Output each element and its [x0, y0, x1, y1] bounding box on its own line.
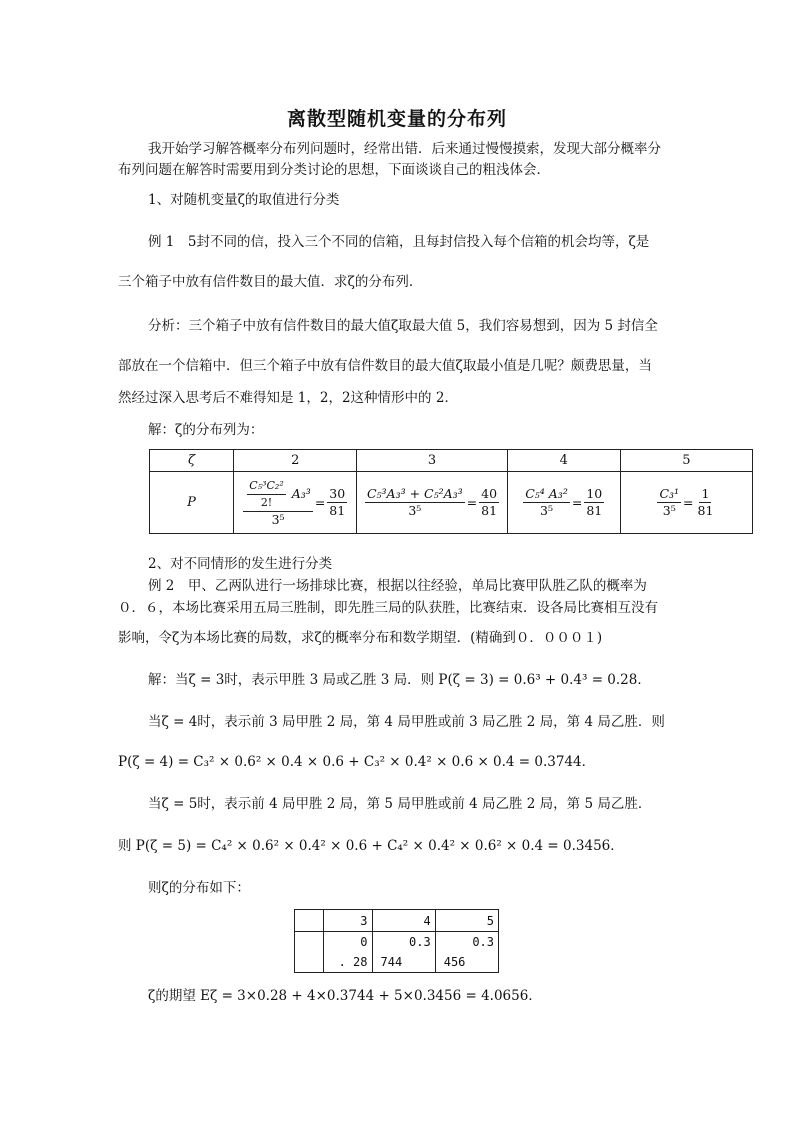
t2-r2-c1: 0	[360, 935, 368, 949]
c4-num: C₅⁴ A₃²	[525, 486, 568, 501]
example-1-line-2: 三个箱子中放有信件数目的最大值．求ζ的分布列．	[118, 274, 423, 290]
table1-header-5: 5	[620, 450, 752, 472]
table1-header-3: 3	[357, 450, 507, 472]
analysis-line-2: 部放在一个信箱中．但三个箱子中放有信件数目的最大值ζ取最小值是几呢？颇费思量，当	[118, 358, 652, 374]
expectation-line: ζ的期望 Eζ = 3×0.28 + 4×0.3744 + 5×0.3456 = 4.0656．	[148, 988, 542, 1004]
t2-r3-c1: . 28	[338, 955, 368, 969]
solution-2-line-6: 则ζ的分布如下：	[148, 880, 250, 896]
c2-den: 3⁵	[271, 511, 285, 527]
solution-2-line-4: 当ζ = 5时，表示前 4 局甲胜 2 局，第 5 局甲胜或前 4 局乙胜 2 局，第 5 局乙胜．	[148, 796, 652, 812]
table1-cell-4: $\frac{\text{C₅⁴ A₃²}}{\text{3⁵}}$ = $\frac{10}{81}$	[507, 472, 620, 534]
t2-r2-c2: 0.3	[409, 935, 431, 949]
table1-header-zeta: ζ	[150, 450, 234, 472]
solution-2-line-2: 当ζ = 4时，表示前 3 局甲胜 2 局，第 4 局甲胜或前 3 局乙胜 2 局，第 4 局乙胜．则	[148, 714, 665, 730]
c2-result-num: 30	[329, 486, 346, 501]
solution-2-line-1: 解：当ζ = 3时，表示甲胜 3 局或乙胜 3 局．则 P(ζ = 3) = 0.6³ + 0.4³ = 0.28．	[148, 672, 651, 688]
t2-r1-c2: 4	[372, 910, 435, 932]
t2-r1-c0	[295, 910, 324, 932]
c2-a: A₃³	[291, 485, 311, 501]
t2-r2-c0	[295, 932, 323, 952]
c5-result-num: 1	[701, 486, 710, 501]
section-1-heading: 1、对随机变量ζ的取值进行分类	[148, 192, 340, 208]
c2-inner-den: 2!	[260, 495, 273, 509]
solution-1-label: 解：ζ的分布列为：	[148, 422, 264, 438]
t2-r2-c3: 0.3	[472, 935, 494, 949]
t2-blank-cell	[295, 932, 324, 973]
page-title: 离散型随机变量的分布列	[286, 108, 507, 130]
c5-num: C₃¹	[659, 486, 680, 501]
c5-den: 3⁵	[662, 503, 676, 518]
c5-result-den: 81	[697, 503, 714, 518]
intro-line-1: 我开始学习解答概率分布列问题时，经常出错．后来通过慢慢摸索，发现大部分概率分	[148, 141, 661, 157]
example-2-line-3: 影响，令ζ为本场比赛的局数，求ζ的概率分布和数学期望．(精确到０．０００１)	[118, 630, 603, 646]
t2-col-3	[324, 932, 372, 973]
analysis-line-1: 分析：三个箱子中放有信件数目的最大值ζ取最大值 5，我们容易想到，因为 5 封信全	[148, 318, 658, 334]
table1-cell-3: $\frac{\text{C₅³A₃³ + C₅²A₃³}}{\text{3⁵}}$ = $\frac{40}{81}$	[357, 472, 507, 534]
t2-col-5	[435, 932, 498, 973]
t2-r3-c2: 744	[380, 955, 403, 969]
c4-result-num: 10	[586, 486, 603, 501]
solution-2-line-5: 则 P(ζ = 5) = C₄² × 0.6² × 0.4² × 0.6 + C₄² × 0.4² × 0.6² × 0.4 = 0.3456．	[118, 838, 624, 854]
table1-cell-5: $\frac{\text{C₃¹}}{\text{3⁵}}$ = $\frac{1}{81}$	[620, 472, 752, 534]
t2-r1-c1: 3	[324, 910, 372, 932]
c3-result-num: 40	[481, 486, 498, 501]
analysis-line-3: 然经过深入思考后不难得知是 1，2，2这种情形中的 2．	[118, 390, 458, 406]
distribution-table-1	[149, 449, 753, 534]
c4-result-den: 81	[586, 503, 603, 518]
table1-cell-2: $\frac{\text{C₅³C₂²}}{2!}$ A₃³ 3⁵ = $\frac{30}{81}$	[234, 472, 357, 534]
distribution-table-2	[294, 909, 499, 973]
c4-den: 3⁵	[540, 503, 553, 518]
c2-inner-num: C₅³C₂²	[247, 478, 285, 495]
example-2-line-2: ０．６，本场比赛采用五局三胜制，即先胜三局的队获胜，比赛结束．设各局比赛相互没有	[118, 600, 658, 616]
t2-r3-c0	[295, 952, 323, 972]
table1-header-4: 4	[507, 450, 620, 472]
c3-num: C₅³A₃³ + C₅²A₃³	[366, 486, 463, 501]
table1-row-label-p: P	[150, 472, 234, 534]
example-2-line-1: 例 2 甲、乙两队进行一场排球比赛，根据以往经验，单局比赛甲队胜乙队的概率为	[148, 578, 647, 594]
t2-r1-c3: 5	[435, 910, 498, 932]
c3-den: 3⁵	[408, 503, 422, 518]
c2-result-den: 81	[329, 503, 346, 518]
example-1-line-1: 例 1 5封不同的信，投入三个不同的信箱，且每封信投入每个信箱的机会均等，ζ是	[148, 234, 650, 250]
table1-header-2: 2	[234, 450, 357, 472]
t2-r3-c3: 456	[443, 955, 466, 969]
solution-2-line-3: P(ζ = 4) = C₃² × 0.6² × 0.4 × 0.6 + C₃² × 0.4² × 0.6 × 0.4 = 0.3744．	[118, 754, 596, 770]
t2-col-4	[372, 932, 435, 973]
c3-result-den: 81	[481, 503, 498, 518]
section-2-heading: 2、对不同情形的发生进行分类	[148, 556, 333, 572]
intro-line-2: 布列问题在解答时需要用到分类讨论的思想，下面谈谈自己的粗浅体会．	[118, 162, 550, 178]
